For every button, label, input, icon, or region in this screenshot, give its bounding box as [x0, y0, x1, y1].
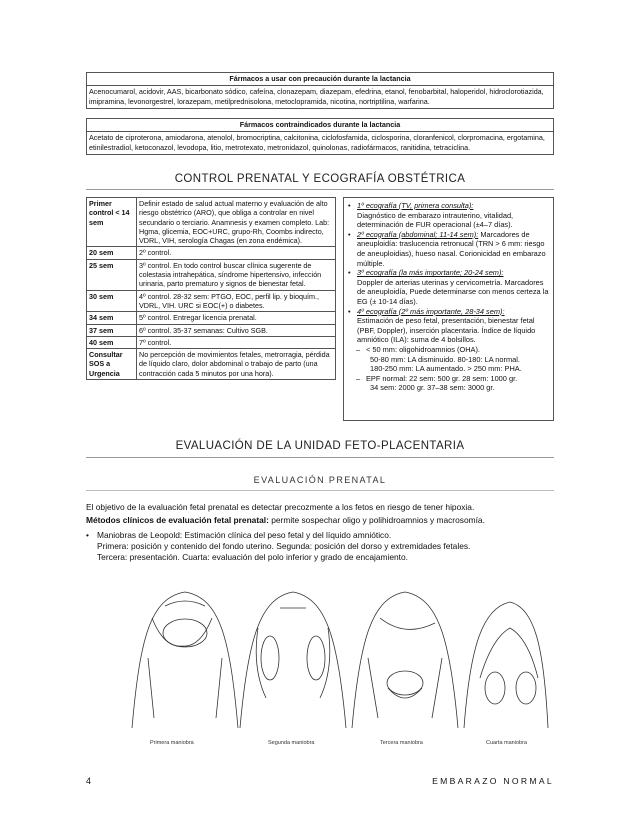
leopold-line: Maniobras de Leopold: Estimación clínica del peso fetal y del líquido amniótico.: [97, 530, 392, 540]
bullet-icon: •: [348, 268, 351, 278]
caption-fourth: Cuarta maniobra: [486, 740, 527, 746]
methods-paragraph: [86, 515, 556, 526]
list-item: [348, 374, 549, 393]
contraindicated-body: Acetato de ciproterona, amiodarona, atenolol, bromocriptina, calcitonina, ciclofosfamida, ciclosporina, cloranfenicol, clorpromacina, ergotamina, etinilestradiol, ketoconazol, levodopa, litio, metrotexato, metronidazol, quinolonas, radiofármacos, ranitidina, tetraciclina.: [87, 132, 554, 155]
row-what: 2º control.: [137, 247, 336, 259]
eco-head: 2º ecografía (abdominal; 11-14 sem):: [357, 229, 479, 239]
epf-values: 34 sem: 2000 gr. 37–38 sem: 3000 gr.: [370, 383, 495, 393]
ultrasound-box: [343, 197, 554, 421]
bullet-icon: •: [86, 530, 89, 540]
row-when: 20 sem: [87, 247, 137, 259]
page-number: 4: [86, 776, 92, 786]
caption-second: Segunda maniobra: [268, 740, 315, 746]
row-what: 4º control. 28-32 sem: PTGO, EOC, perfil lip. y bioquím., VDRL, VIH. URC si EOC(+) o diabetes.: [137, 290, 336, 312]
subsection-divider: [86, 490, 554, 491]
row-when: 30 sem: [87, 290, 137, 312]
eco-text: Marcadores de aneuploidía: traslucencia retronucal (TRN > 6 mm: riesgo de aneuploidias), hueso nasal. Corionicidad en embarazo múltiple.: [357, 229, 546, 268]
eco-text: Doppler de arterias uterinas y cervicometría. Marcadores de aneuploidía, Puede determinarse con menos certeza la EG (± 10-14 días).: [357, 277, 549, 306]
methods-text: permite sospechar oligo y polihidroamnios y macrosomía.: [268, 515, 485, 525]
row-when: Consultar SOS a Urgencia: [87, 349, 137, 380]
eco-head: 3º ecografía (la más importante; 20-24 sem):: [357, 268, 504, 278]
eco-head: 4º ecografía (2º más importante, 28-34 sem):: [357, 306, 505, 316]
table-row: [87, 290, 336, 312]
table-row: [87, 312, 336, 324]
leopold-drawing-3: [352, 592, 458, 728]
contraindicated-drugs-table: [86, 118, 554, 155]
row-when: 37 sem: [87, 324, 137, 336]
leopold-maneuvers-illustration: [130, 578, 550, 748]
bullet-icon: •: [348, 201, 351, 210]
leopold-drawing-1: [132, 592, 238, 728]
row-what: No percepción de movimientos fetales, metrorragia, pérdida de líquido claro, dolor abdominal o trabajo de parto (una contracción cada 5 minutos por una hora).: [137, 349, 336, 380]
table-row: [87, 247, 336, 259]
list-item: [348, 201, 549, 230]
list-item: [348, 307, 549, 345]
eco-head: 1º ecografía (TV, primera consulta):: [357, 201, 474, 210]
prenatal-control-table: [86, 197, 336, 380]
table-row: [87, 198, 336, 247]
ila-range: 50-80 mm: LA disminuido. 80-180: LA normal.: [370, 354, 520, 364]
leopold-line: Primera: posición y contenido del fondo uterino. Segunda: posición del dorso y extremidades fetales.: [97, 541, 471, 551]
row-when: 34 sem: [87, 312, 137, 324]
row-when: Primer control < 14 sem: [87, 198, 137, 247]
list-item: [86, 530, 556, 563]
row-what: 7º control.: [137, 336, 336, 348]
contraindicated-header: Fármacos contraindicados durante la lactancia: [87, 119, 554, 132]
row-what: 3º control. En todo control buscar clínica sugerente de colestasia intrahepática, síndrome hipertensivo, infección urinaria, parto prematuro y signos de bienestar fetal.: [137, 259, 336, 290]
dash-icon: –: [356, 344, 361, 354]
caption-first: Primera maniobra: [150, 740, 194, 746]
section-title-feto-placental: EVALUACIÓN DE LA UNIDAD FETO-PLACENTARIA: [175, 440, 465, 452]
precaution-drugs-table: [86, 72, 554, 109]
caption-third: Tercera maniobra: [380, 740, 423, 746]
leopold-drawing-2: [240, 592, 346, 728]
methods-label: Métodos clínicos de evaluación fetal prenatal:: [86, 515, 269, 525]
leopold-drawing-4: [464, 602, 548, 728]
table-row: [87, 349, 336, 380]
table-row: [87, 324, 336, 336]
section-title-prenatal: CONTROL PRENATAL Y ECOGRAFÍA OBSTÉTRICA: [174, 173, 466, 185]
row-when: 40 sem: [87, 336, 137, 348]
epf-values: EPF normal: 22 sem: 500 gr. 28 sem: 1000 gr.: [366, 373, 518, 383]
precaution-body: Acenocumarol, acidovir, AAS, bicarbonato sódico, cafeína, clonazepam, diazepam, efedrina, etanol, fenobarbital, haloperidol, hidroclorotiazida, imipramina, levonorgestrel, lorazepam, metilprednisolona, metoclopramida, nicotina, nortriptilina, warfarina.: [87, 86, 554, 109]
list-item: [348, 268, 549, 306]
objective-paragraph: El objetivo de la evaluación fetal prenatal es detectar precozmente a los fetos en riesgo de tener hipoxia.: [86, 502, 475, 512]
subsection-title: EVALUACIÓN PRENATAL: [253, 475, 387, 485]
precaution-header: Fármacos a usar con precaución durante la lactancia: [87, 73, 554, 86]
footer-title: EMBARAZO NORMAL: [432, 776, 554, 786]
table-row: [87, 336, 336, 348]
table-row: [87, 259, 336, 290]
ila-range: < 50 mm: oligohidroamnios (OHA).: [366, 344, 480, 354]
bullet-icon: •: [348, 306, 351, 316]
section-divider: [86, 189, 554, 190]
ila-range: 180-250 mm: LA aumentado. > 250 mm: PHA.: [370, 364, 522, 374]
row-when: 25 sem: [87, 259, 137, 290]
eco-text: Diagnóstico de embarazo intrauterino, vitalidad, determinación de FUR operacional (±4–7 días).: [357, 210, 514, 230]
list-item: [348, 230, 549, 268]
list-item: [348, 345, 549, 374]
section-divider: [86, 457, 554, 458]
row-what: 6º control. 35-37 semanas: Cultivo SGB.: [137, 324, 336, 336]
bullet-icon: •: [348, 229, 351, 239]
row-what: Definir estado de salud actual materno y evaluación de alto riesgo obstétrico (ARO), que obliga a controlar en nivel secundario o terciario. Anamnesis y examen completo. Lab: Hgma, glicemia, EOC+URC, grupo-Rh, Coombs indirecto, VDRL, VIH, serología Chagas (en zona endémica).: [137, 198, 336, 247]
eco-text: Estimación de peso fetal, presentación, bienestar fetal (PBF, Doppler), inserción placentaria. Índice de líquido amniótico (ILA): suma de 4 bolsillos.: [357, 316, 536, 345]
dash-icon: –: [356, 373, 361, 383]
leopold-line: Tercera: presentación. Cuarta: evaluación del polo inferior y grado de encajamiento.: [97, 552, 408, 562]
row-what: 5º control. Entregar licencia prenatal.: [137, 312, 336, 324]
